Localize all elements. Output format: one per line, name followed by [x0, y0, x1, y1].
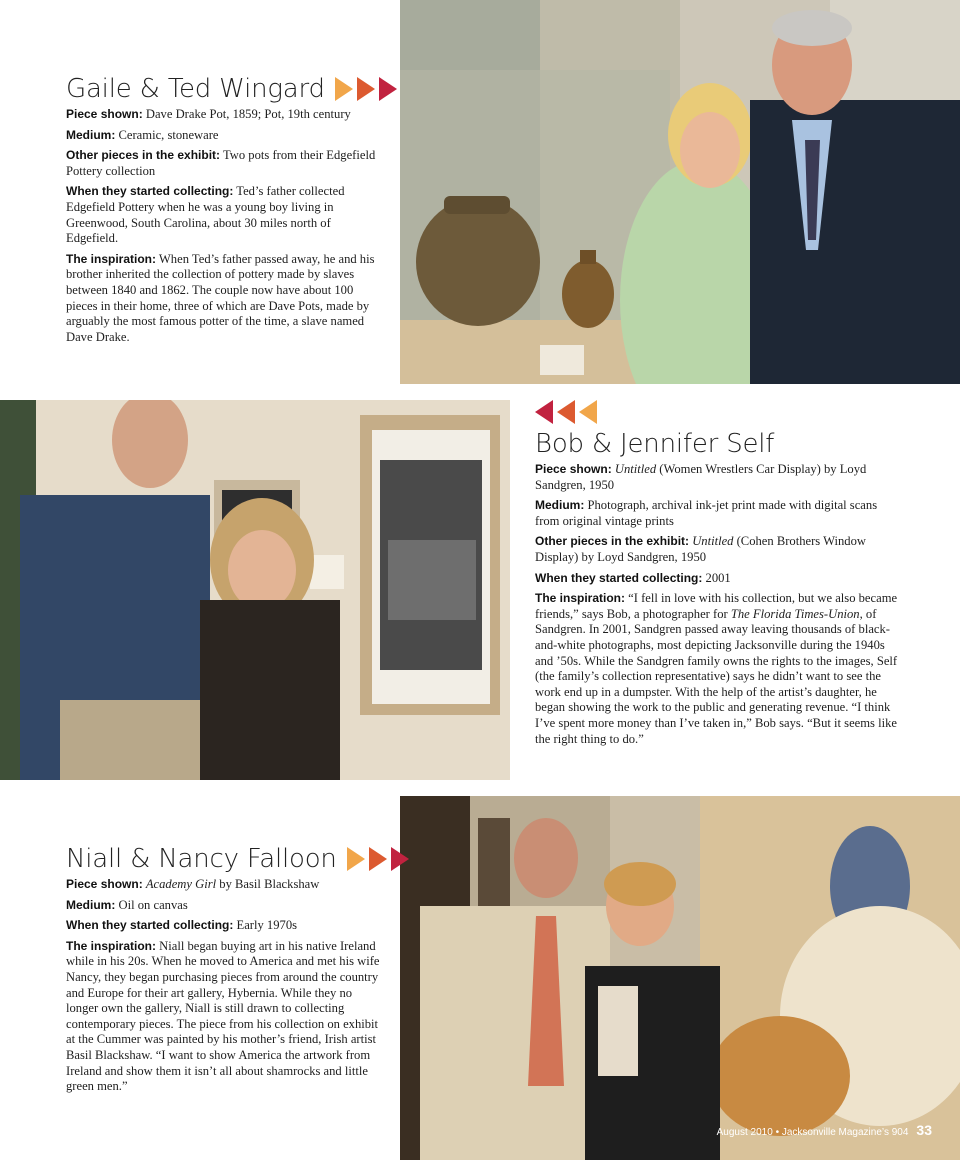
section-title [66, 74, 386, 104]
inspiration [66, 939, 386, 1095]
started-value: 2001 [705, 570, 731, 585]
inspiration-value: When Ted’s father passed away, he and his brother inherited the collection of pottery made by slaves between 1840 and 1862. The couple now have about 100 pieces in their home, three of which are Dave Pots, made by arguably the most famous potter of the time, a slave named Dave Drake. [66, 251, 375, 344]
medium [535, 498, 900, 529]
inspiration-label: The inspiration: [535, 591, 625, 606]
medium-label: Medium: [535, 498, 585, 513]
started-label: When they started collecting: [66, 918, 234, 933]
piece-label: Piece shown: [66, 877, 143, 891]
piece-label: Piece shown: [66, 107, 143, 121]
piece-shown [66, 877, 386, 893]
medium-value: Photograph, archival ink-jet print made with digital scans from original vintage prints [535, 498, 878, 528]
piece-value: by Basil Blackshaw [216, 877, 320, 891]
started-value: Ted’s father collected Edgefield Pottery when he was a young boy living in Greenwood, South Carolina, about 30 miles north of Edgefield. [66, 184, 345, 246]
medium-label: Medium: [66, 127, 116, 142]
page-number: 33 [916, 1122, 932, 1138]
section-wingard [66, 74, 386, 345]
newspaper-title: The Florida Times-Union [730, 606, 860, 621]
inspiration-label: The inspiration: [66, 251, 156, 266]
started-collecting [66, 918, 386, 934]
arrow-decoration [535, 400, 597, 424]
photo-falloons [400, 796, 960, 1160]
section-self [535, 400, 900, 747]
other-value: Two pots from their Edgefield Pottery collection [66, 148, 376, 178]
inspiration-value-cont: , of Sandgren. In 2001, Sandgren passed away leaving thousands of black-and-white photographs, most depicting Jacksonville during the 1940s and ’50s. While the Sandgren family owns the rights to the images, Self (the family’s collection representative) says he didn’t want to see the work end up in a dumpster. With the help of the artist’s daughter, he began showing the work to the public and generating revenue. “I think I’ve spent more money than I’ve taken in,” Bob says. “But it seems like the right thing to do.” [535, 606, 898, 746]
arrow-right-icon [357, 77, 375, 101]
arrow-right-icon [369, 847, 387, 871]
piece-shown [66, 107, 386, 123]
section-falloon [66, 844, 386, 1095]
other-pieces [66, 148, 386, 179]
piece-shown [535, 462, 900, 493]
medium-value: Oil on canvas [118, 897, 188, 912]
piece-label: Piece shown: [535, 462, 612, 476]
started-label: When they started collecting: [66, 184, 234, 199]
title-text: Gaile & Ted Wingard [66, 74, 325, 104]
arrow-left-icon [535, 400, 553, 424]
piece-value: (Women Wrestlers Car Display) by Loyd Sandgren, 1950 [535, 462, 867, 492]
inspiration-value: Niall began buying art in his native Ireland while in his 20s. When he moved to America and met his wife Nancy, they began purchasing pieces from around the country and Europe for their art gallery, Hybernia. While they no longer own the gallery, Niall is still drawn to collecting contemporary pieces. The piece from his collection on exhibit at the Cummer was painted by his mother’s friend, Irish artist Basil Blackshaw. “I want to show America the artwork from Ireland and show them it isn’t all about shamrocks and little green men.” [66, 938, 380, 1094]
arrow-right-icon [391, 847, 409, 871]
arrow-left-icon [557, 400, 575, 424]
piece-title: Academy Girl [145, 877, 217, 891]
inspiration-label: The inspiration: [66, 938, 156, 953]
medium-label: Medium: [66, 897, 116, 912]
arrow-left-icon [579, 400, 597, 424]
arrow-right-icon [379, 77, 397, 101]
photo-selfs [0, 400, 510, 780]
photo-wingards [400, 0, 960, 384]
other-value: (Cohen Brothers Window Display) by Loyd Sandgren, 1950 [535, 534, 866, 564]
other-title: Untitled [692, 534, 734, 549]
piece-title: Untitled [614, 462, 657, 476]
arrow-right-icon [335, 77, 353, 101]
inspiration-value: “I fell in love with his collection, but we also became friends,” says Bob, a photographer for [535, 591, 898, 621]
title-text: Niall & Nancy Falloon [66, 844, 337, 874]
medium-value: Ceramic, stoneware [118, 127, 219, 142]
started-collecting [66, 184, 386, 246]
inspiration [535, 591, 900, 747]
other-pieces [535, 534, 900, 565]
other-label: Other pieces in the exhibit: [66, 148, 221, 163]
started-value: Early 1970s [236, 918, 298, 933]
medium [66, 128, 386, 144]
title-text: Bob & Jennifer Self [535, 429, 775, 459]
page-footer [717, 1122, 932, 1138]
section-title [66, 844, 386, 874]
arrow-right-icon [347, 847, 365, 871]
piece-value: Dave Drake Pot, 1859; Pot, 19th century [145, 107, 351, 121]
inspiration [66, 252, 386, 346]
arrow-decoration [335, 77, 397, 101]
section-title [535, 429, 900, 459]
other-label: Other pieces in the exhibit: [535, 534, 690, 549]
issue-info: August 2010 • Jacksonville Magazine’s 904 [716, 1127, 909, 1138]
medium [66, 898, 386, 914]
arrow-decoration [347, 847, 409, 871]
started-label: When they started collecting: [535, 570, 703, 585]
started-collecting [535, 571, 900, 587]
